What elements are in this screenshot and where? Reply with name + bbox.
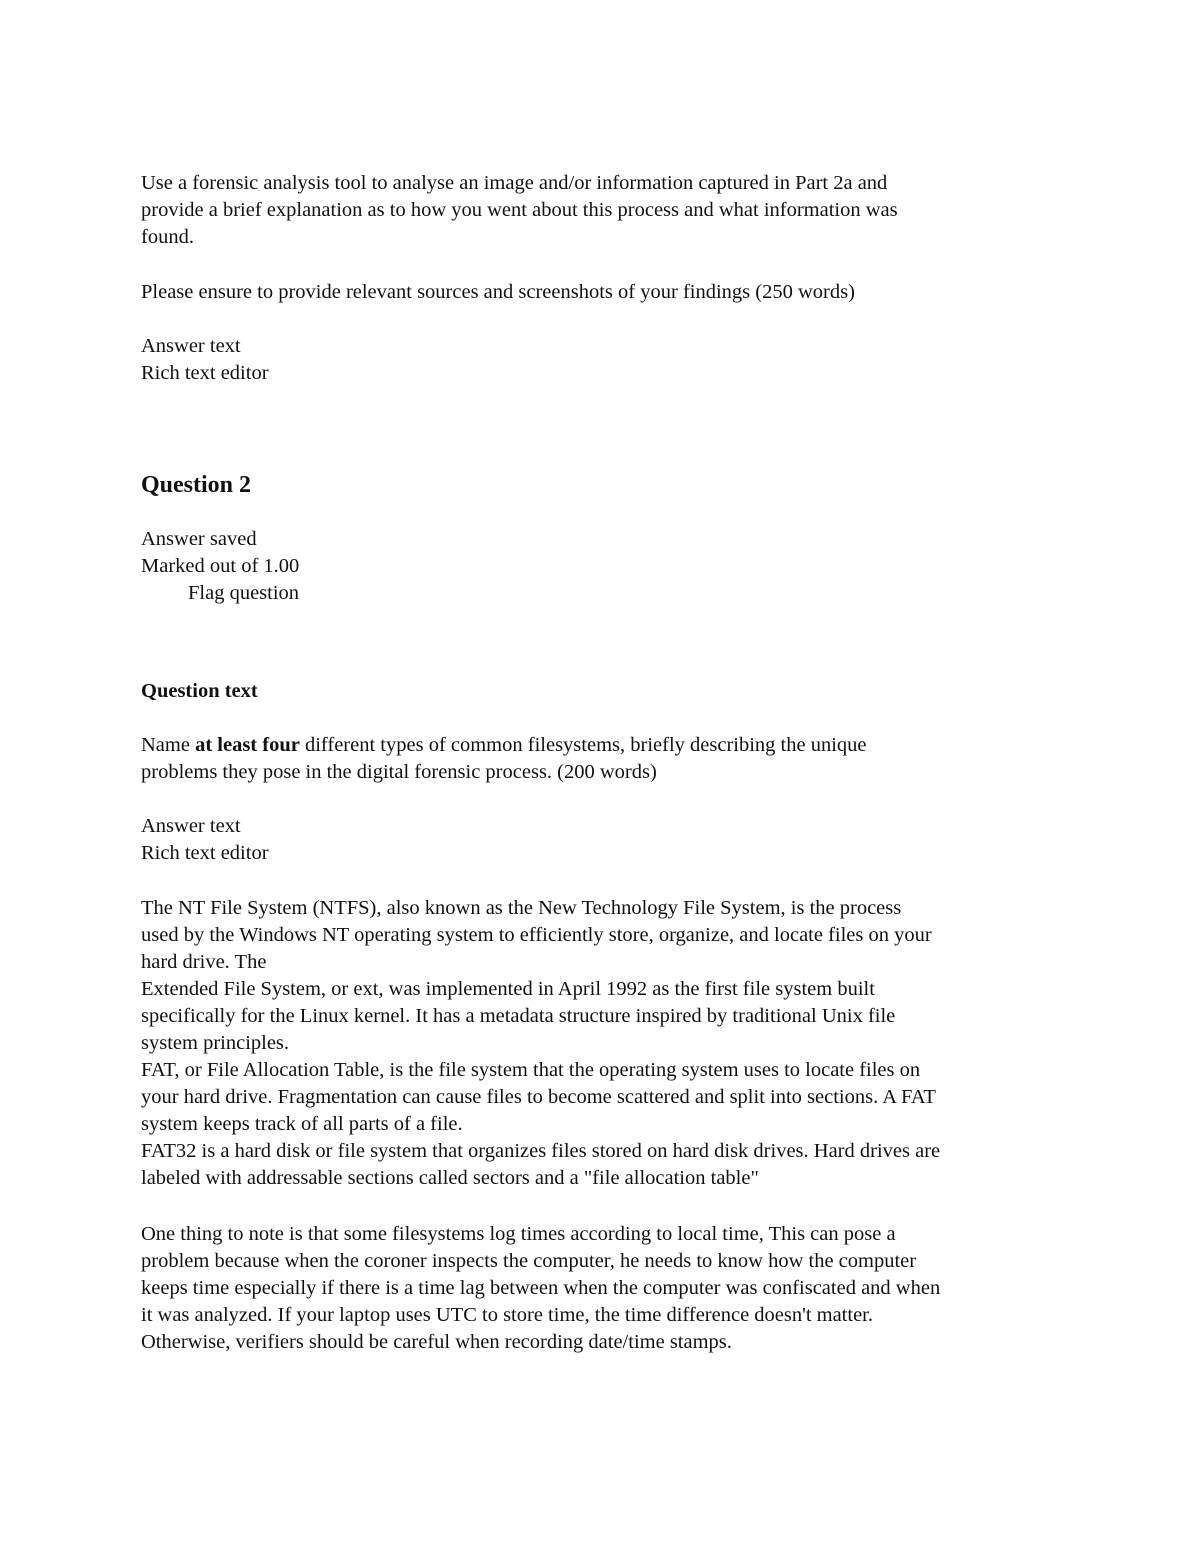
answer-saved-status: Answer saved (141, 528, 257, 550)
prompt-line-2: problems they pose in the digital forensic process. (200 words) (141, 761, 657, 783)
question-2-answer-area[interactable] (141, 813, 269, 867)
text-line: Use a forensic analysis tool to analyse an image and/or information captured in Part 2a and (141, 172, 888, 194)
answer-text-label: Answer text (141, 335, 241, 357)
flag-question-link[interactable]: Flag question (188, 582, 300, 604)
note-line: problem because when the coroner inspects the computer, he needs to know how the computer (141, 1250, 917, 1272)
answer-line: FAT, or File Allocation Table, is the file system that the operating system uses to locate files on (141, 1059, 921, 1081)
note-line: Otherwise, verifiers should be careful when recording date/time stamps. (141, 1331, 732, 1353)
answer-line: system principles. (141, 1032, 290, 1054)
sources-note (141, 279, 855, 306)
answer-line: Extended File System, or ext, was implemented in April 1992 as the first file system built (141, 978, 875, 1000)
note-line: it was analyzed. If your laptop uses UTC to store time, the time difference doesn't matter. (141, 1304, 873, 1326)
question-text-label-text: Question text (141, 680, 258, 702)
answer-line: FAT32 is a hard disk or file system that organizes files stored on hard disk drives. Hard drives are (141, 1140, 941, 1162)
text-line: found. (141, 226, 194, 248)
answer-line: specifically for the Linux kernel. It has a metadata structure inspired by traditional Unix file (141, 1005, 896, 1027)
question-2-heading: Question 2 (141, 472, 252, 498)
text-line: provide a brief explanation as to how you went about this process and what information was (141, 199, 898, 221)
marked-out-of: Marked out of 1.00 (141, 555, 300, 577)
answer-note[interactable] (141, 1221, 940, 1356)
prompt-line-1 (141, 732, 867, 759)
rich-text-editor-label[interactable]: Rich text editor (141, 362, 269, 384)
part2b-answer-area[interactable] (141, 333, 269, 387)
prompt-prefix: Name (141, 734, 196, 756)
note-line: keeps time especially if there is a time lag between when the computer was confiscated and when (141, 1277, 941, 1299)
prompt-rest: different types of common filesystems, briefly describing the unique (299, 734, 867, 756)
prompt-bold: at least four (195, 734, 300, 756)
answer-line: The NT File System (NTFS), also known as the New Technology File System, is the process (141, 897, 902, 919)
question-text-label (141, 678, 258, 705)
question-2-prompt (141, 732, 867, 786)
answer-line: system keeps track of all parts of a file. (141, 1113, 463, 1135)
answer-line: hard drive. The (141, 951, 267, 973)
answer-line: labeled with addressable sections called sectors and a "file allocation table" (141, 1167, 759, 1189)
answer-text-label: Answer text (141, 815, 241, 837)
part2b-question-text (141, 170, 898, 251)
rich-text-editor-label[interactable]: Rich text editor (141, 842, 269, 864)
answer-line: your hard drive. Fragmentation can cause files to become scattered and split into sections. A FAT (141, 1086, 936, 1108)
sources-note-text: Please ensure to provide relevant sources and screenshots of your findings (250 words) (141, 281, 855, 303)
question-2-info (141, 526, 299, 607)
note-line: One thing to note is that some filesystems log times according to local time, This can pose a (141, 1223, 896, 1245)
answer-line: used by the Windows NT operating system to efficiently store, organize, and locate files on your (141, 924, 932, 946)
answer-body[interactable] (141, 895, 940, 1192)
